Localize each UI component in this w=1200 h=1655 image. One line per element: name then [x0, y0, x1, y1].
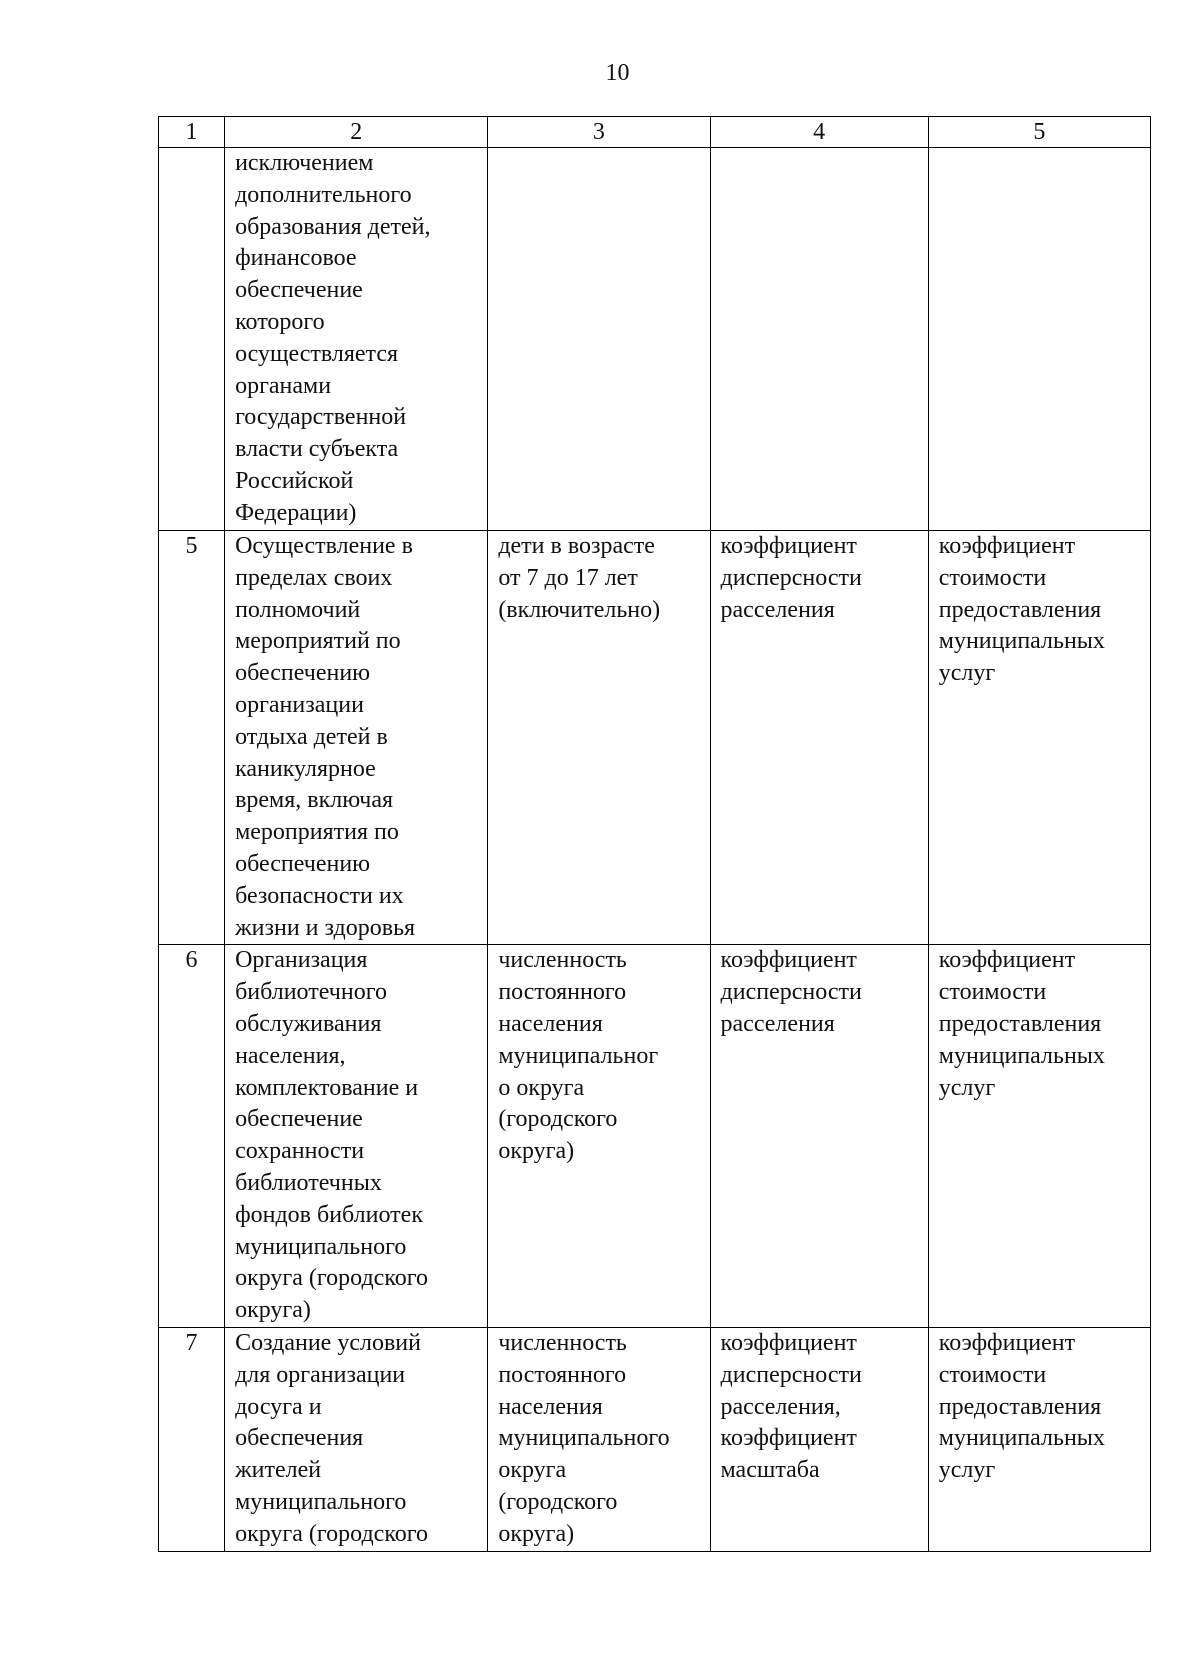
- header-cell-4: 4: [710, 117, 928, 148]
- activity-cell: Осуществление в пределах своих полномочий мероприятий по обеспечению организации отдыха детей в каникулярное время, включая мероприятия по обеспечению безопасности их жизни и здоровья: [225, 531, 488, 945]
- page-number: 10: [605, 60, 630, 86]
- indicator-cell: численность постоянного населения муниципального округа (городского округа): [488, 1327, 710, 1551]
- header-cell-1: 1: [159, 117, 225, 148]
- activity-cell: исключением дополнительного образования детей, финансовое обеспечение которого осуществляется органами государственной власти субъекта Российской Федерации): [225, 148, 488, 531]
- indicator-cell: [488, 148, 710, 531]
- table-row: [159, 945, 1151, 1328]
- row-number-cell: 5: [159, 531, 225, 945]
- indicator-cell: дети в возрасте от 7 до 17 лет (включительно): [488, 531, 710, 945]
- indicator-cell: численность постоянного населения муниципальног о округа (городского округа): [488, 945, 710, 1328]
- row-number-cell: 6: [159, 945, 225, 1328]
- row-number-cell: 7: [159, 1327, 225, 1551]
- activity-cell: Создание условий для организации досуга и обеспечения жителей муниципального округа (городского: [225, 1327, 488, 1551]
- coefficient-b-cell: коэффициент стоимости предоставления муниципальных услуг: [928, 531, 1150, 945]
- table-row: [159, 148, 1151, 531]
- header-cell-2: 2: [225, 117, 488, 148]
- coefficient-b-cell: коэффициент стоимости предоставления муниципальных услуг: [928, 1327, 1150, 1551]
- coefficient-a-cell: коэффициент дисперсности расселения: [710, 531, 928, 945]
- table-header-row: [159, 117, 1151, 148]
- table-row: [159, 531, 1151, 945]
- table-row: [159, 1327, 1151, 1551]
- activity-cell: Организация библиотечного обслуживания населения, комплектование и обеспечение сохранности библиотечных фондов библиотек муниципального округа (городского округа): [225, 945, 488, 1328]
- header-cell-5: 5: [928, 117, 1150, 148]
- coefficient-a-cell: коэффициент дисперсности расселения: [710, 945, 928, 1328]
- coefficient-b-cell: коэффициент стоимости предоставления муниципальных услуг: [928, 945, 1150, 1328]
- header-cell-3: 3: [488, 117, 710, 148]
- data-table: [158, 116, 1151, 1552]
- coefficient-a-cell: [710, 148, 928, 531]
- row-number-cell: [159, 148, 225, 531]
- coefficient-b-cell: [928, 148, 1150, 531]
- coefficient-a-cell: коэффициент дисперсности расселения, коэффициент масштаба: [710, 1327, 928, 1551]
